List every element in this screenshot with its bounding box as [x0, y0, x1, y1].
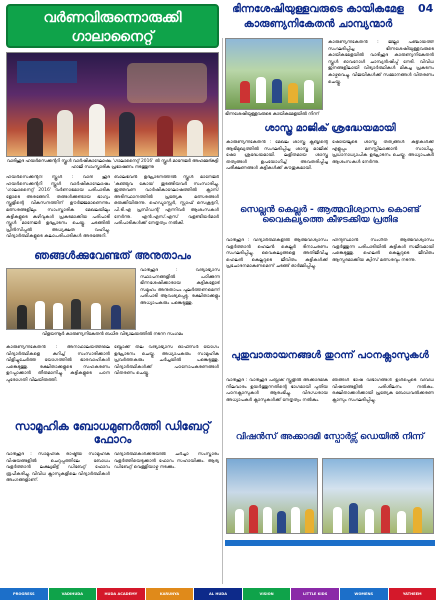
meeting-photo [6, 268, 136, 330]
sports-photo [225, 38, 323, 110]
classes-col-2: ഞങ്ങൾ ഭാഷ വിഭാഗങ്ങൾ ഉൾപ്പെടെ വിവിധ വിഷയങ്ങളിൽ പരിശീലനം നൽകും. രക്ഷിതാക്കൾക്കായി പ്രത്യേക ബോധവൽക്കരണ ക്ലാസും സംഘടിപ്പിച്ചു. [332, 378, 434, 403]
footer-seg-9: YATHEEM [389, 588, 437, 600]
science-col-2: ഷോയിലൂടെ ശാസ്ത്ര തത്വങ്ങൾ കുട്ടികൾക്ക് എളുപ്പം മനസ്സിലാക്കാൻ സാധിച്ചു. പ്രധാനാധ്യാപിക ഉദ്ഘാടനം ചെയ്തു. അധ്യാപകർ ആശംസകൾ നേർന്നു. [332, 140, 434, 165]
keller-col-1: വാദിഹുദ : വിദ്യാർത്ഥികളിൽ ആത്മവിശ്വാസം വളർത്താൻ ഹെലൻ കെല്ലർ ദിനാചരണം സംഘടിപ്പിച്ചു. വൈകല്യങ്ങളെ അതിജീവിച്ച ഹെലൻ കെല്ലറുടെ ജീവിതം കുട്ടികൾക്ക് പ്രചോദനമാകണമെന്ന് ചടങ്ങ് ഓർമ്മിപ്പിച്ചു. [226, 238, 328, 270]
footer-seg-2: VADIHUDA [49, 588, 98, 600]
sports-col: കാരുണ്യനികേതൻ : ജില്ലാ പഞ്ചായത്ത് സംഘടിപ്പിച്ച ഭിന്നശേഷിയുള്ളവരുടെ കായികമേളയിൽ വാദിഹുദ കാരുണ്യനികേതൻ സ്കൂൾ ഓവറോൾ ചാമ്പ്യൻഷിപ്പ് നേടി. വിവിധ ഇനങ്ങളിലായി വിദ്യാർത്ഥികൾ മികച്ച പ്രകടനം കാഴ്ചവെച്ചു. വിജയികൾക്ക് സമ്മാനങ്ങൾ വിതരണം ചെയ്തു. [328, 40, 434, 85]
page-number: 04 [418, 2, 434, 15]
headline-new-classes: പുതുവാതായനങ്ങൾ തുറന്ന് പഠനക്ലാസുകൾ [231, 350, 429, 361]
footer-seg-3: HUDA ACADEMY [97, 588, 146, 600]
meeting-col-2: ബ്ലോക്ക് തല വിദ്യാഭ്യാസ ഓഫീസർ യോഗം ഉദ്ഘാടനം ചെയ്തു. അധ്യാപകരും സാമൂഹിക പ്രവർത്തകരും ചർച്ചയിൽ പങ്കെടുത്തു. വിദ്യാർത്ഥികൾക്ക് പഠനോപകരണങ്ങൾ വിതരണം ചെയ്തു. [114, 345, 219, 377]
headline-gala-night: വർണവിരുന്നൊരുക്കി ഗാലാനൈറ്റ് [6, 4, 219, 48]
meeting-col-1: കാരുണ്യനികേതൻ : അനാഥാലയത്തിലെ വിദ്യാർത്ഥികളെ കുറിച്ച് സംസാരിക്കാൻ വിളിച്ചുചേർത്ത യോഗത്തിൽ ഭാരവാഹികൾ പങ്കെടുത്തു. രക്ഷിതാക്കളുടെ സഹകരണം ഉറപ്പാക്കാൻ തീരുമാനിച്ചു. കുട്ടികളുടെ പഠന പുരോഗതി വിലയിരുത്തി. [6, 345, 110, 383]
classes-col-1: വാദിഹുദ : വാദിഹുദ പബ്ലിക് സ്കൂളിൽ അക്കാദമിക നിലവാരം ഉയർത്തുന്നതിന്റെ ഭാഗമായി പുതിയ പഠനക്ലാസുകൾ ആരംഭിച്ചു. വിദഗ്ധരായ അധ്യാപകർ ക്ലാസുകൾക്ക് നേതൃത്വം നൽകും. [226, 378, 328, 403]
footer-seg-1: PROGRESS [0, 588, 49, 600]
science-col-1: കാരുണ്യനികേതൻ : മേഖല ശാസ്ത്ര ക്ലബ്ബിന്റെ ആഭിമുഖ്യത്തിൽ സംഘടിപ്പിച്ച ശാസ്ത്ര മാജിക് ഷോ ശ്രദ്ധേയമായി. ലളിതമായ ശാസ്ത്ര തത്വങ്ങൾ ഉപയോഗിച്ച് അവതരിപ്പിച്ച പരീക്ഷണങ്ങൾ കുട്ടികൾക്ക് കൗതുകമായി. [226, 140, 328, 172]
headline-science-magic: ശാസ്ത്ര മാജിക് ശ്രദ്ധേയമായി [264, 123, 396, 134]
vision-photo-2 [322, 458, 434, 534]
column-divider [222, 38, 223, 584]
debate-col-1: വാദിഹുദ : സാമൂഹിക രാഷ്ട്രീയ സാമൂഹിക വിഷയങ്ങളിൽ ചെറുപ്പത്തിലേ ബോധം വളർത്താൻ ലക്ഷ്യമിട്ട് ഡിബേറ്റ് ഫോറം രൂപീകരിച്ചു. വിവിധ ക്ലാസുകളിലെ വിദ്യാർത്ഥികൾ അംഗങ്ങളാണ്. [6, 452, 110, 484]
footer-seg-4: KARUNYA [146, 588, 195, 600]
headline-sports-meet: ഭിന്നശേഷിയുള്ളവരുടെ കായികമേള കാരുണ്യനികേതൻ ചാമ്പ്യന്മാർ [232, 3, 404, 30]
sports-photo-caption: ഭിന്നശേഷിയുള്ളവരുടെ കായികമേളയിൽ നിന്ന് [225, 112, 319, 117]
footer-strip [0, 588, 437, 600]
gala-col-2: ബാലഭവൻ ഉദ്ഘാടനത്തിൽ സ്കൂൾ മാനേജർ 'കുഞ്ഞുവ കോയ' തുടങ്ങിയവർ സംസാരിച്ചു. ഇത്തവണ വാർഷികാഘോഷത്തിൽ ക്ലാസ് അടിസ്ഥാനത്തിൽ പ്രത്യേക മത്സരങ്ങൾ ഒരുക്കിയിരുന്നു. ഹെഡ്മാസ്റ്റർ, സ്റ്റാഫ് സെക്രട്ടറി, പി.ടി.എ പ്രസിഡന്റ് എന്നിവർ ആശംസകൾ നേർന്നു. എൻ.എസ്.എസ് വളണ്ടിയർമാർ പരിപാടികൾക്ക് നേതൃത്വം നൽകി. [114, 175, 219, 227]
meeting-photo-caption: വിളയന്നൂർ കാരുണ്യനികേതൻ ബധിര വിദ്യാലയത്തിൽ നടന്ന സംഗമം [41, 332, 183, 337]
accent-bar [225, 540, 435, 546]
footer-seg-8: WOMENS [340, 588, 389, 600]
headline-debate: സാമൂഹിക ബോധമുണർത്തി ഡിബേറ്റ് ഫോറം [14, 419, 211, 447]
footer-seg-7: LITTLE KIDS [291, 588, 340, 600]
headline-thanks: ഞങ്ങൾക്കുവേണ്ടത് അനുതാപം [34, 249, 191, 262]
vision-photo [226, 458, 318, 534]
stage-photo [6, 52, 219, 157]
headline-vision-academy: വിഷൻസ് അക്കാദമി സ്പോർട്സ് ഡെയിൽ നിന്ന് [235, 432, 425, 442]
footer-seg-6: VISION [243, 588, 292, 600]
debate-col-2: വിദ്യാർത്ഥികൾക്കിടയിൽ ചർച്ചാ സംസ്കാരം വളർത്തിയെടുക്കാൻ ഫോറം സഹായിക്കും. ആദ്യ ഡിബേറ്റ് വെള്ളിയാഴ്ച നടക്കും. [114, 452, 219, 471]
gala-col-1: ഹയർസെക്കന്ററി സ്കൂൾ : വാദി ഹുദ ഹയർസെക്കന്ററി സ്കൂൾ വാർഷികാഘോഷം 'ഗാലാനൈറ്റ് 2016' വർണാഭമായ പരിപാടിക ളോടെ അരങ്ങേറി. തങ്ങൾക്കുണ്ടായ ഭാഗ്യം സ്കൂളിന്റെ വികസനത്തിന് ഊർജ്ജമാണെന്നും മത്സരങ്ങളിലും സാംസ്കാരിക മേഖലയിലും കുട്ടികളുടെ കഴിവുകൾ പ്രകടമാക്കിയ പരിപാടി സ്കൂൾ മാനേജർ ഉദ്ഘാടനം ചെയ്തു. ചടങ്ങിൽ പ്രിൻസിപ്പൽ അധ്യക്ഷത വഹിച്ചു. വിദ്യാർത്ഥികളുടെ കലാപരിപാടികൾ അരങ്ങേറി. [6, 175, 110, 240]
headline-helen-keller: സെല്ലൻ കെല്ലർ - ആത്മവിശ്വാസം കൊണ്ട് വൈകല്യത്തെ കീഴടക്കിയ പ്രതിഭ [240, 205, 420, 226]
keller-col-2: ഹിന്ദുസ്ഥാൻ സംഗീത ആത്മവിശ്വാസം വളർത്തുന്ന പരിപാടിയിൽ കുട്ടികൾ സജീവമായി പങ്കെടുത്തു. ഹെലൻ കെല്ലറുടെ ജീവിതം ആസ്പദമാക്കിയ ക്വിസ് മത്സരവും നടന്നു. [332, 238, 434, 263]
footer-seg-5: AL HUDA [194, 588, 243, 600]
thanks-col: വാദിഹുദ : വിദ്യാഭ്യാസ സ്ഥാപനങ്ങളിൽ പഠിക്കുന്ന ഭിന്നശേഷിക്കാരായ കുട്ടികളോട് സമൂഹം അനുതാപം പുലർത്തണമെന്ന് പരിപാടി ആവശ്യപ്പെട്ടു. രക്ഷിതാക്കളും അധ്യാപകരും പങ്കെടുത്തു. [140, 268, 220, 306]
stage-photo-caption: വാദിഹുദ ഹയർസെക്കന്ററി സ്കൂൾ വാർഷികാഘോഷം 'ഗാലാനൈറ്റ് 2016' ൽ സ്കൂൾ മാനേജർ അഹമ്മദ്കുട്ടി ഹാജി സാംസ്കാരിക പ്രഭാഷണം നടത്തുന്നു [6, 159, 219, 170]
